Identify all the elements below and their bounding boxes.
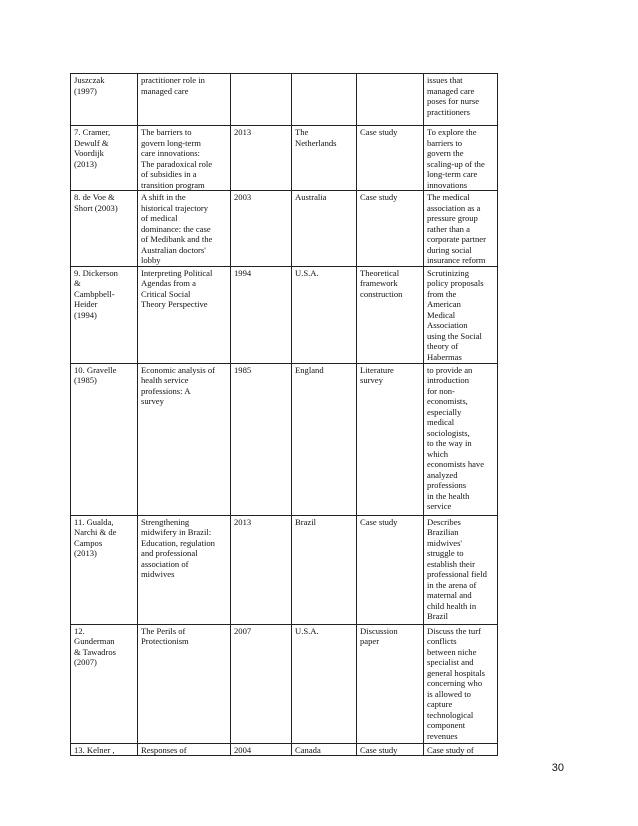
title-cell: Strengthening midwifery in Brazil: Education, regulation and professional association of midwives	[138, 515, 231, 624]
author-cell: 10. Gravelle (1985)	[71, 363, 138, 515]
aim-cell: Describes Brazilian midwives' struggle to establish their professional field in the arena of maternal and child health in Brazil	[424, 515, 498, 624]
table-row	[71, 363, 498, 515]
year-cell: 2004	[231, 743, 292, 756]
aim-cell: issues that managed care poses for nurse practitioners	[424, 74, 498, 126]
method-cell: Case study	[357, 191, 424, 267]
table-row	[71, 743, 498, 756]
author-cell: 9. Dickerson & Cambpbell- Heider (1994)	[71, 266, 138, 363]
table-row	[71, 74, 498, 126]
title-cell: Economic analysis of health service professions: A survey	[138, 363, 231, 515]
country-cell: Brazil	[292, 515, 357, 624]
aim-cell: The medical association as a pressure group rather than a corporate partner during social insurance reform	[424, 191, 498, 267]
country-cell: Canada	[292, 743, 357, 756]
method-cell: Discussion paper	[357, 624, 424, 743]
table-row	[71, 266, 498, 363]
country-cell: Australia	[292, 191, 357, 267]
country-cell: England	[292, 363, 357, 515]
aim-cell: Discuss the turf conflicts between niche specialist and general hospitals concerning who is allowed to capture technological component revenues	[424, 624, 498, 743]
title-cell: The Perils of Protectionism	[138, 624, 231, 743]
method-cell: Theoretical framework construction	[357, 266, 424, 363]
page-number: 30	[551, 762, 564, 774]
table-row	[71, 126, 498, 191]
aim-cell: To explore the barriers to govern the scaling-up of the long-term care innovations	[424, 126, 498, 191]
year-cell: 2003	[231, 191, 292, 267]
method-cell: Case study	[357, 743, 424, 756]
year-cell: 1994	[231, 266, 292, 363]
title-cell: The barriers to govern long-term care innovations: The paradoxical role of subsidies in a transition program	[138, 126, 231, 191]
author-cell: 11. Gualda, Narchi & de Campos (2013)	[71, 515, 138, 624]
year-cell: 2013	[231, 515, 292, 624]
author-cell: 8. de Voe & Short (2003)	[71, 191, 138, 267]
title-cell: Interpreting Political Agendas from a Critical Social Theory Perspective	[138, 266, 231, 363]
method-cell	[357, 74, 424, 126]
country-cell: U.S.A.	[292, 624, 357, 743]
year-cell	[231, 74, 292, 126]
year-cell: 2007	[231, 624, 292, 743]
aim-cell: Case study of	[424, 743, 498, 756]
table-row	[71, 624, 498, 743]
year-cell: 2013	[231, 126, 292, 191]
aim-cell: Scrutinizing policy proposals from the American Medical Association using the Social theory of Habermas	[424, 266, 498, 363]
method-cell: Case study	[357, 126, 424, 191]
author-cell: 12. Gunderman & Tawadros (2007)	[71, 624, 138, 743]
title-cell: Responses of	[138, 743, 231, 756]
year-cell: 1985	[231, 363, 292, 515]
author-cell: Juszczak (1997)	[71, 74, 138, 126]
table-row	[71, 191, 498, 267]
title-cell: A shift in the historical trajectory of medical dominance: the case of Medibank and the Australian doctors' lobby	[138, 191, 231, 267]
title-cell: practitioner role in managed care	[138, 74, 231, 126]
author-cell: 7. Cramer, Dewulf & Voordijk (2013)	[71, 126, 138, 191]
method-cell: Case study	[357, 515, 424, 624]
country-cell	[292, 74, 357, 126]
literature-table	[70, 73, 498, 756]
aim-cell: to provide an introduction for non- economists, especially medical sociologists, to the way in which economists have analyzed professions in the health service	[424, 363, 498, 515]
table-row	[71, 515, 498, 624]
author-cell: 13. Kelner ,	[71, 743, 138, 756]
country-cell: The Netherlands	[292, 126, 357, 191]
method-cell: Literature survey	[357, 363, 424, 515]
country-cell: U.S.A.	[292, 266, 357, 363]
